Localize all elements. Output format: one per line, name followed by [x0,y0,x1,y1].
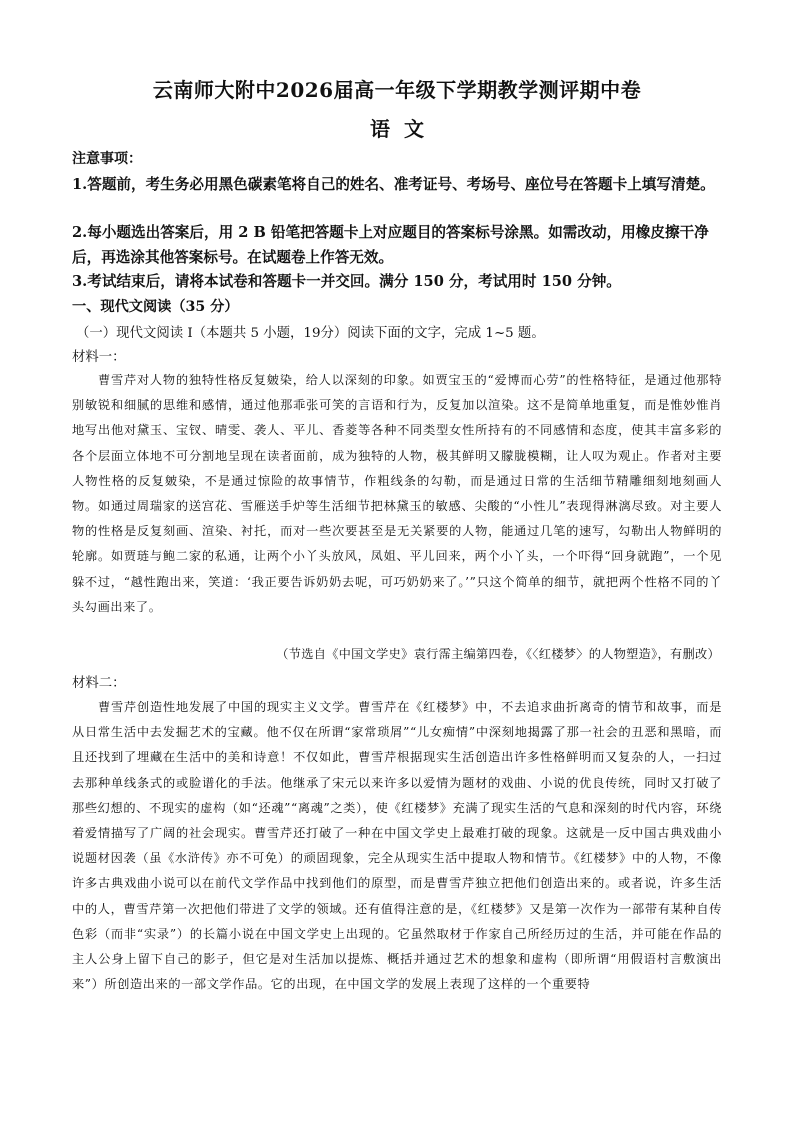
exam-title: 云南师大附中2026届高一年级下学期教学测评期中卷 [152,78,642,102]
notice-item-3: 3.考试结束后，请将本试卷和答题卡一并交回。满分 150 分，考试用时 150 分钟。 [72,273,621,290]
material-1-text: 曹雪芹对人物的独特性格反复皴染，给人以深刻的印象。如贾宝玉的“爱博而心劳”的性格特征，是通过他那特别敏锐和细腻的思维和感情，通过他那乖张可笑的言语和行为，反复加以渲染。这不是简单地重复，而是惟妙惟肖地写出他对黛玉、宝钗、晴雯、袭人、平儿、香菱等各种不同类型女性所持有的不同感情和态度，使其丰富多彩的各个层面立体地不可分割地呈现在读者面前，成为独特的人物，极其鲜明又朦胧模糊，让人叹为观止。作者对主要人物性格的反复皴染，不是通过惊险的故事情节，作粗线条的勾勒，而是通过日常的生活细节精雕细刻地刻画人物。如通过周瑞家的送宫花、雪雁送手炉等生活细节把林黛玉的敏感、尖酸的“小性儿”表现得淋漓尽致。对主要人物的性格是反复刻画、渲染、衬托，而对一些次要甚至是无关紧要的人物，能通过几笔的速写，勾勒出人物鲜明的轮廓。如贾琏与鲍二家的私通，让两个小丫头放风，凤姐、平儿回来，两个小丫头，一个吓得“回身就跑”，一个见躲不过，“越性跑出来，笑道：‘我正要告诉奶奶去呢，可巧奶奶来了。’”只这个简单的细节，就把两个性格不同的丫头勾画出来了。 [72,373,722,614]
section-heading: 一、现代文阅读（35 分） [72,299,239,315]
material-2-label: 材料二： [72,676,126,691]
material-2-text: 曹雪芹创造性地发展了中国的现实主义文学。曹雪芹在《红楼梦》中，不去追求曲折离奇的情节和故事，而是从日常生活中去发掘艺术的宝藏。他不仅在所谓“家常琐屑”“儿女痴情”中深刻地揭露了那一社会的丑恶和黑暗，而且还找到了埋藏在生活中的美和诗意！不仅如此，曹雪芹根据现实生活创造出许多性格鲜明而又复杂的人，一扫过去那种单线条式的或脸谱化的手法。他继承了宋元以来许多以爱情为题材的戏曲、小说的优良传统，同时又打破了那些幻想的、不现实的虚构（如“还魂”“离魂”之类），使《红楼梦》充满了现实生活的气息和深刻的时代内容，环绕着爱情描写了广阔的社会现实。曹雪芹还打破了一种在中国文学史上最难打破的现象。这就是一反中国古典戏曲小说题材因袭（虽《水浒传》亦不可免）的顽固现象，完全从现实生活中提取人物和情节。《红楼梦》中的人物，不像许多古典戏曲小说可以在前代文学作品中找到他们的原型，而是曹雪芹独立把他们创造出来的。或者说，许多生活中的人，曹雪芹第一次把他们带进了文学的领域。还有值得注意的是，《红楼梦》又是第一次作为一部带有某种自传色彩（而非“实录”）的长篇小说在中国文学史上出现的。它虽然取材于作家自己所经历过的生活，并可能在作品的主人公身上留下自己的影子，但它是对生活加以提炼、概括并通过艺术的想象和虚构（即所谓“用假语村言敷演出来”）所创造出来的一部文学作品。它的出现，在中国文学的发展上表现了这样的一个重要特 [72,700,722,992]
material-1-label: 材料一： [72,350,126,365]
subject-title: 语文 [370,117,438,141]
notice-heading: 注意事项： [72,151,142,167]
section-subheading: （一）现代文阅读 I（本题共 5 小题，19分）阅读下面的文字，完成 1~5 题。 [76,326,545,341]
notice-item-1: 1.答题前，考生务必用黑色碳素笔将自己的姓名、准考证号、考场号、座位号在答题卡上填写清楚。 [72,176,715,193]
material-1-source: （节选自《中国文学史》袁行霈主编第四卷，《〈红楼梦〉的人物塑造》，有删改） [276,647,720,661]
notice-item-2: 2.每小题选出答案后，用 2 B 铅笔把答题卡上对应题目的答案标号涂黑。如需改动，用橡皮擦干净后，再选涂其他答案标号。在试题卷上作答无效。 [72,224,709,266]
